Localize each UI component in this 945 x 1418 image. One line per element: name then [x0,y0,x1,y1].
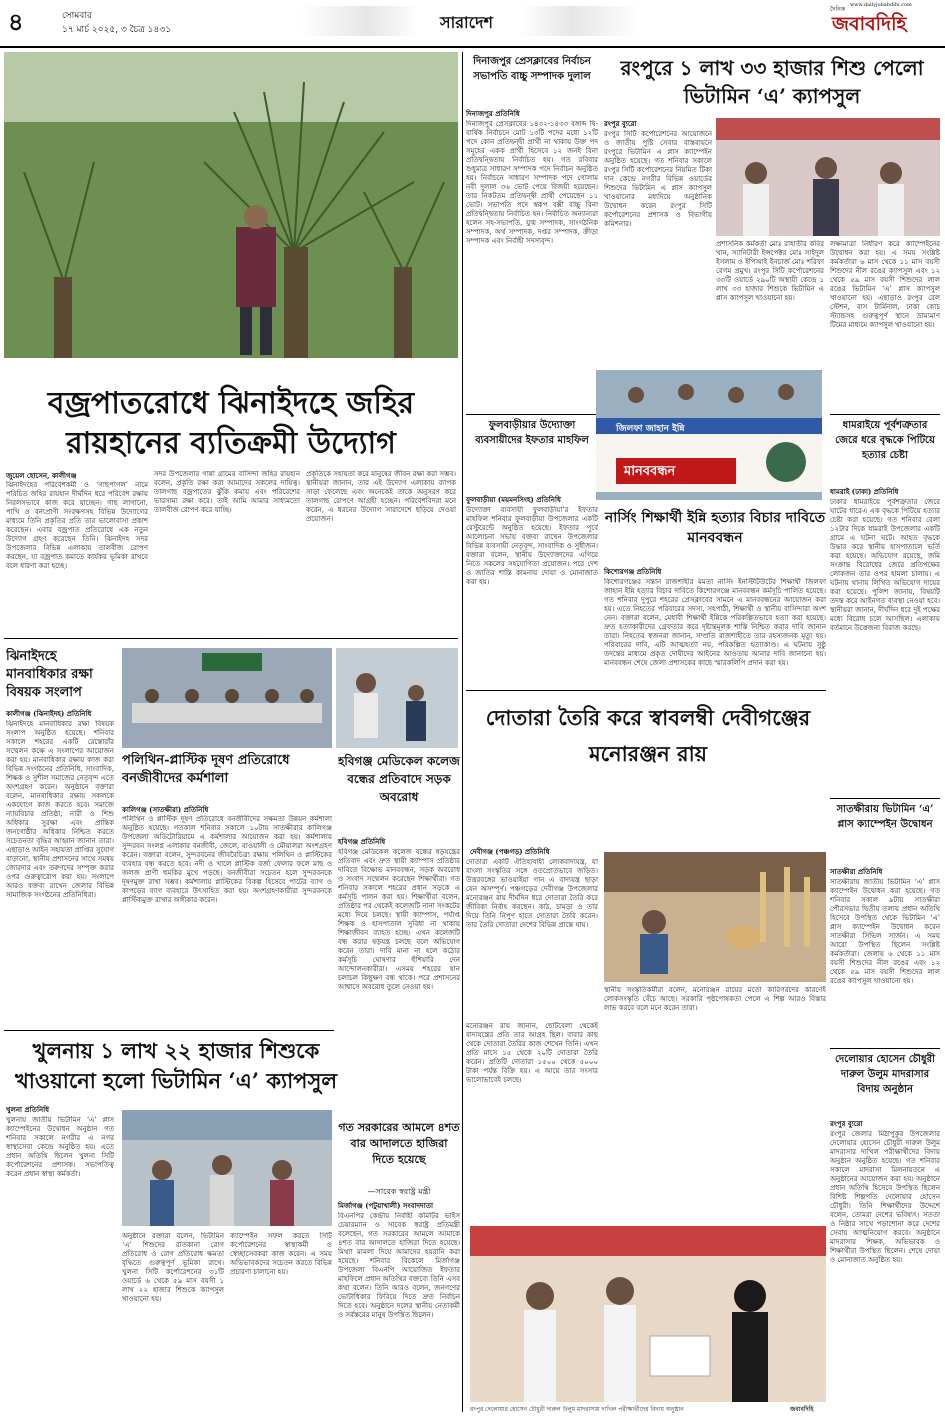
minister-subhead: —সাবেক স্বরাষ্ট্র মন্ত্রী [367,1187,431,1196]
nursing-photo [596,370,822,500]
dotara-body-1: দোতারা একটি ঐতিহ্যবাহী লোকবাদ্যযন্ত্র, যা বাংলা সংস্কৃতির সঙ্গে ওতপ্রোতভাবে জড়িত। উত্তরবঙ্গের ভাওয়াইয়া গান এ বাদ্যযন্ত্র ছাড়া যেন অসম্পূর্ণ। পঞ্চগড়ের দেবীগঞ্জ উপজেলার মনোরঞ্জন রায় দীর্ঘদিন ধরে দোতারা তৈরি করে জীবিকা নির্বাহ করছেন। কাঠ, চামড়া ও তার দিয়ে তিনি নিপুণ হাতে দোতারা তৈরি করেন। তার তৈরি দোতারা দেশের বিভিন্ন প্রান্তে যায়। [466,858,598,929]
header-date: ১৭ মার্চ ২০২৫, ৩ চৈত্র ১৪৩১ [62,25,172,35]
satkhira-byline: সাতক্ষীরা প্রতিনিধি [830,867,883,876]
header-rule [0,46,945,48]
divider-h-6 [830,798,940,799]
satkhira-headline: সাতক্ষীরায় ভিটামিন ‘এ’ প্লাস ক্যাম্পেইন উদ্বোধন [836,804,934,830]
divider-h-2 [4,1030,334,1031]
minister-byline: মির্জাগঞ্জ (পটুয়াখালী) সংবাদদাতা [338,1201,434,1210]
palm-illustration [4,52,458,358]
minister-body: বিএনপির কেন্দ্রীয় নির্বাহী কমিটির ভাইস চেয়ারম্যান ও সাবেক স্বরাষ্ট্র প্রতিমন্ত্রী বলেছেন, গত সরকারের আমলে আমাকে ৪শত বার আদালতে হাজিরা দিতে হয়েছে। মিথ্যা মামলা দিয়ে আমাদের হয়রানি করা হয়েছে। শনিবার বিকেলে মির্জাগঞ্জ উপজেলা বিএনপি আয়োজিত ইফতার মাহফিলে প্রধান অতিথির বক্তব্যে তিনি এসব কথা বলেন। তিনি আরও বলেন, জনগণের ভোটাধিকার ফিরিয়ে দিতে দ্রুত নির্বাচন দিতে হবে। অনুষ্ঠানে দলের স্থানীয় নেতাকর্মী ও সর্বস্তরের মানুষ উপস্থিত ছিলেন। [338,1212,460,1319]
rights-headline: ঝিনাইদহে মানবাধিকার রক্ষা বিষয়ক সংলাপ [6,649,93,700]
rangpur-body-3: প্রশাসনিক কর্মকর্তা মোঃ রাহাতীর কবির খান, স্যানিটারী ইন্সপেক্টর মোঃ সাইদুল ইসলাম ও ইপিআই ইনচার্জ মোঃ শরিফা বেগম প্রমুখ। রংপুর সিটি কর্পোরেশনের ৩৩টি ওয়ার্ডে ২৯০টি অস্থায়ী কেন্দ্রে ১ লাখ ৩৩ হাজার শিশুকে ভিটামিন এ প্লাস ক্যাপসুল খাওয়ানো হয়। [716,240,824,302]
rangpur-byline: রংপুর ব্যুরো [604,119,637,128]
dotara-photo [604,852,826,982]
rangpur-body-1: রংপুর সিটি কর্পোরেশনের আয়োজনে ও জাতীয় পুষ্টি সেবার বাস্তবায়নে রংপুরে ভিটামিন এ প্লাস ক্যাম্পেইন অনুষ্ঠিত হয়েছে। গত শনিবার সকালে রংপুর সিটি কর্পোরেশনের নিয়মিত টিকা দান কেন্দ্রে নগরীর বিভিন্ন ওয়ার্ডের শিশুদের ভিটামিন এ প্লাস ক্যাপসুল খাওয়ানোর মধ্যদিয়ে অনুষ্ঠানিক উদ্বোধন করেন রংপুর সিটি কর্পোরেশনের প্রশাসক ও বিভাগীয় কমিশনার। [604,130,712,228]
rangpur-photo [716,118,940,236]
rangpur-body-4: লক্ষ্যমাত্রা নির্ধারণ করে ক্যাম্পেইনের উদ্বোধন করা হয়। এ সময় সংশ্লিষ্ট কর্মকর্তারা ৬ মাস থেকে ১১ মাস বয়সী শিশুদের নীল রঙের ক্যাপসুল এবং ১২ থেকে ৫৯ মাস বয়সী শিশুদের লাল রঙের ভিটামিন ‘এ’ প্লাস ক্যাপসুল খাওয়ানো হয়। এছাড়াও রংপুর রেল স্টেশন, বাস টার্মিনাল, ঢাকা কোচ স্ট্যান্ডসহ গুরুত্বপূর্ণ স্থানে ভ্রাম্যমাণ টিমের মাধ্যমে ক্যাপসুল খাওয়ানো হয়। [830,240,940,329]
habiganj-headline: হবিগঞ্জ মেডিকেল কলেজ বন্ধের প্রতিবাদে সড়ক অবরোধ [338,754,460,804]
speaker-photo [336,648,458,748]
madrasa-byline: রংপুর ব্যুরো [830,1119,863,1128]
page-number: ৪ [8,8,24,36]
dhamrai-headline: ধামরাইয়ে পূর্বশত্রুতার জেরে ধরে বৃদ্ধকে পিটিয়ে হত্যার চেষ্টা [835,420,935,461]
nursing-body: কিশোরগঞ্জের সন্তান রাজশাহীর মমতা নার্সিং ইনস্টিটিউটের শিক্ষার্থী জিলফা জাহান ইন্নি হত্যার বিচার দাবিতে কিশোরগঞ্জে মানববন্ধন কর্মসূচি পালিত হয়েছে। গত শনিবার দুপুরে শহরের প্রেসক্লাবের সামনে এ মানববন্ধনের আয়োজন করা হয়। এতে নিহতের পরিবারের সদস্য, সহপাঠী, শিক্ষার্থী ও স্থানীয় বাসিন্দারা অংশ নেন। বক্তারা বলেন, মেধাবী শিক্ষার্থী ইন্নিকে পরিকল্পিতভাবে হত্যা করা হয়েছে। দ্রুত হত্যাকারীদের গ্রেফতার করে দৃষ্টান্তমূলক শাস্তি নিশ্চিত করার দাবি জানান তারা। নিহতের স্বজনরা জানান, সম্প্রতি রাজশাহীতে তার রহস্যজনক মৃত্যু হয়। পরিবারের দাবি, এটি আত্মহত্যা নয়, পরিকল্পিত হত্যাকাণ্ড। এ ঘটনায় সুষ্ঠু তদন্তের মাধ্যমে প্রকৃত দোষীদের আইনের আওতায় আনার দাবি জানানো হয়। মানববন্ধন শেষে জেলা প্রশাসকের কাছে স্মারকলিপি প্রদান করা হয়। [604,578,826,667]
page-header [0,0,945,46]
header-website: www.dailyjobabdihi.com [850,2,912,8]
fulbaria-byline: ফুলবাড়ীয়া (ময়মনসিংহ) প্রতিনিধি [466,495,561,504]
workshop-photo [122,648,332,748]
dotara-body-3: স্থানীয় সংস্কৃতিকর্মীরা বলেন, মনোরঞ্জন রায়ের মতো কারিগরদের কারণেই লোকসংস্কৃতি বেঁচে আছে। সরকারি পৃষ্ঠপোষকতা পেলে এ শিল্প আরও বিস্তার লাভ করবে বলে মনে করেন তারা। [604,986,826,1012]
satkhira-body: সাতক্ষীরায় জাতীয় ভিটামিন ‘এ’ প্লাস ক্যাম্পেইন উদ্বোধন করা হয়েছে। গত শনিবার সকাল ৯টায় সাতক্ষীরা পৌরসভার দ্বিতীয় তলায় প্রধান অতিথি হিসেবে উপস্থিত থেকে ভিটামিন ‘এ’ প্লাস ক্যাম্পেইন উদ্বোধন করেন সাতক্ষীরা সিভিল সার্জন। এ সময় আরো উপস্থিত ছিলেন সংশ্লিষ্ট কর্মকর্তারা। জেলায় ৬ থেকে ১১ মাস বয়সী শিশুদের নীল রঙের এবং ১২ থেকে ৫৯ মাস বয়সী শিশুদের লাল রঙের ক্যাপসুল খাওয়ানো হয়। [830,878,940,985]
divider-h-5 [466,690,826,691]
dotara-body-2: মনোরঞ্জন রায় জানান, ছোটবেলা থেকেই বাদ্যযন্ত্রের প্রতি তার আগ্রহ ছিল। বাবার কাছ থেকে দোতারা তৈরির কাজ শেখেন তিনি। এখন প্রতি মাসে ১৫ থেকে ২০টি দোতারা তৈরি করেন। প্রতিটি দোতারা ১৫০০ থেকে ৫০০০ টাকা পর্যন্ত বিক্রি হয়। এ আয়ে তার সংসার ভালোভাবেই চলছে। [466,1022,598,1084]
polythene-byline: কালিগঞ্জ (সাতক্ষীরা) প্রতিনিধি [122,805,209,814]
madrasa-headline: দেলোয়ার হোসেন চৌধুরী দারুল উলুম মাদরাসার বিদায় অনুষ্ঠান [834,1054,936,1095]
polythene-body: পলিথিন ও প্লাস্টিক দূষণ প্রতিরোধে বনজীবীদের সক্ষমতা উন্নয়ন কর্মশালা অনুষ্ঠিত হয়েছে। গতকাল শনিবার সকালে ১০টায় সাতক্ষীরার কালিগঞ্জ উপজেলা অডিটোরিয়ামে এ কর্মশালার আয়োজন করা হয়। কর্মশালায় সুন্দরবন সংলগ্ন এলাকার বনজীবী, জেলে, বাওয়ালী ও মৌয়ালরা অংশগ্রহণ করেন। বক্তারা বলেন, সুন্দরবনের জীববৈচিত্র্য রক্ষায় পলিথিন ও প্লাস্টিকের ব্যবহার বন্ধ করতে হবে। নদী ও খালে প্লাস্টিক বর্জ্য ফেলার ফলে মাছ ও জলজ প্রাণী হুমকির মুখে পড়ছে। বনজীবীরা সচেতন হলে সুন্দরবনকে দূষণমুক্ত রাখা সম্ভব। কর্মশালায় প্লাস্টিকের বিকল্প হিসেবে পাটের ব্যাগ ও কাপড়ের ব্যাগ ব্যবহারে উৎসাহিত করা হয়। অংশগ্রহণকারীরা সুন্দরবনকে প্লাস্টিকমুক্ত রাখার অঙ্গীকার করেন। [122,815,332,904]
madrasa-photo [470,1226,826,1402]
header-day: সোমবার [62,11,92,21]
rights-byline: কালীগঞ্জ (ঝিনাইদহ) প্রতিনিধি [6,709,92,718]
banner-title: মানববন্ধন [624,464,676,479]
minister-headline: গত সরকারের আমলে ৪শত বার আদালতে হাজিরা দিতে হয়েছে [338,1121,460,1166]
dotara-byline: দেবীগঞ্জ (পঞ্চগড়) প্রতিনিধি [470,847,550,856]
dinajpur-body: দিনাজপুর প্রেসক্লাবের ১৪৩২-১৪৩৩ বঙ্গাব্দ দ্বি-বার্ষিক নির্বাচনে মোট ১৩টি পদের মধ্যে ১২টি পদে কোন প্রতিদ্বন্দ্বী প্রার্থী না থাকায় উক্ত পদ সমূহের একক প্রার্থী হিসেবে ১২ জনই বিনা প্রতিদ্বন্দ্বিতায় নির্বাচিত হয়। গত রবিবার শুধুমাত্র সাধারণ সম্পাদক পদে নির্বাচন অনুষ্ঠিত হয়। নির্বাচনে সাধারণ সম্পাদক পদে গোলাম নবী দুলাল ৩৬ ভোট পেয়ে বিজয়ী হয়েছেন। তার নিকটতম প্রতিদ্বন্দ্বী প্রার্থী পেয়েছেন ১১ ভোট। সভাপতি পদে স্বরূপ বক্সী বাচ্চু বিনা প্রতিদ্বন্দ্বিতায় নির্বাচিত হন। নির্বাচিত অন্যান্যরা হলেন সহ-সভাপতি, যুগ্ম সম্পাদক, সাংগঠনিক সম্পাদক, অর্থ সম্পাদক, দপ্তর সম্পাদক, ক্রীড়া সম্পাদক এবং নির্বাহী সদস্যবৃন্দ। [466,120,598,245]
palm-body-1: ঝিনাইদহের পরিবেশকর্মী ও ‘গাছপাগল’ নামে পরিচিত জহির রায়হান দীর্ঘদিন ধরে পরিবেশ রক্ষায় নিরলসভাবে কাজ করে যাচ্ছেন। গাছ লাগানো, পাখি ও বন্যপ্রাণী সংরক্ষণসহ বিভিন্ন উদ্যোগের মাধ্যমে তিনি প্রকৃতির প্রতি তার ভালোবাসা প্রকাশ করেছেন। এবার বজ্রপাত প্রতিরোধে এক নতুন উদ্যোগ গ্রহণ করেছেন তিনি। ঝিনাইদহ সদর উপজেলার বিভিন্ন এলাকায় তালবীজ রোপণ করছেন, যা বজ্রপাত কমাতে কার্যকর ভূমিকা রাখবে বলে ধারণা করা হচ্ছে। [6,481,148,570]
banner-name: জিলফা জাহান ইন্নি [616,424,685,434]
dhamrai-byline: ধামরাই (ঢাকা) প্রতিনিধি [830,487,899,496]
palm-body-4: প্রকৃতিকে সহায়তা করে মানুষের জীবন রক্ষা করা সম্ভব। স্থানীয়রা জানান, তার এই উদ্যোগ এলাকায় ব্যাপক সাড়া ফেলেছে এবং অনেকেই তাকে অনুসরণ করে তালগাছ রোপণে আগ্রহী হচ্ছেন। পরিবেশবিদরা মনে করেন, এ ধরনের উদ্যোগ সারাদেশে ছড়িয়ে দেওয়া প্রয়োজন। [306,470,456,523]
dinajpur-headline: দিনাজপুর প্রেসক্লাবের নির্বাচন সভাপতি বাচ্চু সম্পাদক দুলাল [473,56,591,82]
dhamrai-body: ঢাকার ধামরাইয়ে পূর্বশত্রুতার জেরে ঘাটের ধারেএ এক বৃদ্ধকে পিটিয়ে হত্যার চেষ্টা করা হয়েছে। গত শনিবার বেলা ১২টার দিকে ধামরাই উপজেলার একটি গ্রামে এ ঘটনা ঘটে। আহত বৃদ্ধকে উদ্ধার করে স্থানীয় হাসপাতালে ভর্তি করা হয়েছে। অভিযোগ রয়েছে, জমি সংক্রান্ত বিরোধের জেরে প্রতিপক্ষের লোকজন তার ওপর হামলা চালায়। এ ঘটনায় থানায় লিখিত অভিযোগ দায়ের করা হয়েছে। পুলিশ জানায়, বিষয়টি তদন্ত করে আইনগত ব্যবস্থা নেওয়া হবে। স্থানীয়রা জানান, দীর্ঘদিন ধরে দুই পক্ষের মধ্যে বিরোধ চলে আসছিল। এলাকায় বর্তমানে উত্তেজনা বিরাজ করছে। [830,498,940,632]
khulna-byline: খুলনা প্রতিনিধি [6,1105,50,1114]
madrasa-body: রংপুর জেলার মিঠাপুকুর উপজেলার দেলোয়ার হোসেন চৌধুরী দারুল উলুম মাদরাসার দাখিল পরীক্ষার্থীদের বিদায় অনুষ্ঠান অনুষ্ঠিত হয়েছে। গত শনিবার সকালে মাদরাসা মিলনায়তনে এ অনুষ্ঠানের আয়োজন করা হয়। অনুষ্ঠানে প্রধান অতিথি হিসেবে উপস্থিত ছিলেন বিশিষ্ট শিল্পপতি দেলোয়ার হোসেন চৌধুরী। তিনি শিক্ষার্থীদের উদ্দেশে বলেন, তোমরা দেশের ভবিষ্যৎ। সততা ও নিষ্ঠার সাথে পড়াশোনা করে দেশের সেবায় আত্মনিয়োগ করবে। অনুষ্ঠানে মাদরাসার শিক্ষক, অভিভাবক ও শিক্ষার্থীরা উপস্থিত ছিলেন। শেষে দোয়া ও মোনাজাত অনুষ্ঠিত হয়। [830,1130,940,1264]
khulna-headline: খুলনায় ১ লাখ ২২ হাজার শিশুকে খাওয়ানো হলো ভিটামিন ‘এ’ ক্যাপসুল [15,1038,337,1093]
nursing-headline: নার্সিং শিক্ষার্থী ইন্নি হত্যার বিচার দাবিতে মানববন্ধন [604,510,826,546]
khulna-body-3: ক্যাম্পেইন সফল করতে সিটি কর্পোরেশনের স্বাস্থ্যকর্মী ও স্বেচ্ছাসেবকরা কাজ করেন। এ সময় অভিভাবকদের সচেতন করতে বিভিন্ন প্রচারণা চালানো হয়। [230,1232,332,1276]
palm-body-3: সদর উপজেলার গান্না গ্রামের বাসিন্দা জহির রায়হান বলেন, প্রকৃতি রক্ষা করা আমাদের সকলের দায়িত্ব। তালগাছ বজ্রপাতের ঝুঁকি কমায় এবং পরিবেশের ভারসাম্য রক্ষা করে। তাই আমি আমার সাধ্যমতো তালবীজ রোপণ করে যাচ্ছি। [154,470,300,514]
habiganj-byline: হবিগঞ্জ প্রতিনিধি [338,837,386,846]
palm-byline: জুয়েল হোসেন, কালীগঞ্জ [6,471,77,480]
fulbaria-body: উদ্যোক্তা ব্যবসায়ী ফুলবাড়ীয়া’র ইফতার মাহফিল শনিবার ফুলবাড়ীয়া উপজেলার একটি রেস্টুরেন্টে অনুষ্ঠিত হয়েছে। ইফতার পূর্বে আলোচনা সভায় বক্তব্য রাখেন উপজেলার বিভিন্ন ব্যবসায়ী নেতৃবৃন্দ, সাংবাদিক ও সুধীজন। বক্তারা বলেন, স্থানীয় উদ্যোক্তাদের এগিয়ে নিতে সকলের সহযোগিতা প্রয়োজন। পরে দেশ ও জাতির শান্তি কামনায় দোয়া ও মোনাজাত করা হয়। [466,506,598,586]
divider-h-1 [4,638,458,639]
caption-tag: জবাবদিহি [790,1406,814,1413]
polythene-headline: পলিথিন-প্লাস্টিক দূষণ প্রতিরোধে বনজীবীদের কর্মশালা [122,753,290,786]
khulna-body-1: খুলনায় জাতীয় ভিটামিন ‘এ’ প্লাস ক্যাম্পেইনের উদ্বোধন অনুষ্ঠান গত শনিবার সকালে নগরীর এ নগর স্বাস্থ্যসেবা কেন্দ্রে অনুষ্ঠিত হয়। এতে প্রধান অতিথি ছিলেন খুলনা সিটি কর্পোরেশনের প্রশাসক। সভাপতিত্ব করেন প্রধান স্বাস্থ্য কর্মকর্তা। [6,1116,114,1178]
dotara-headline: দোতারা তৈরি করে স্বাবলম্বী দেবীগঞ্জের মনোরঞ্জন রায় [485,705,811,766]
section-banner [300,6,640,36]
khulna-body-2: অনুষ্ঠানে বক্তারা বলেন, ভিটামিন ‘এ’ শিশুদের রাতকানা রোগ প্রতিরোধ ও রোগ প্রতিরোধ ক্ষমতা বৃদ্ধিতে গুরুত্বপূর্ণ ভূমিকা রাখে। খুলনা সিটি কর্পোরেশনের ৩১টি ওয়ার্ডে ৬ থেকে ৫৯ মাস বয়সী ১ লাখ ২২ হাজার শিশুকে ক্যাপসুল খাওয়ানো হয়। [122,1232,224,1303]
fulbaria-headline: ফুলবাড়ীয়ার উদ্যোক্তা ব্যবসায়ীদের ইফতার মাহফিল [475,420,589,446]
rights-body: ঝিনাইদহে মানবাধিকার রক্ষা বিষয়ক সংলাপ অনুষ্ঠিত হয়েছে। শনিবার সকালে শহরের একটি রেস্তোরাঁর সম্মেলন কক্ষে এ সংলাপের আয়োজন করা হয়। মানবাধিকার রক্ষায় কাজ করা বিভিন্ন সংগঠনের প্রতিনিধি, সাংবাদিক, শিক্ষক ও সুশীল সমাজের নেতৃবৃন্দ এতে অংশগ্রহণ করেন। অনুষ্ঠানে বক্তারা বলেন, মানবাধিকার রক্ষায় সকলকে একযোগে কাজ করতে হবে। সমাজে ন্যায়বিচার প্রতিষ্ঠা, নারী ও শিশু অধিকার সুরক্ষা এবং প্রান্তিক জনগোষ্ঠীর অধিকার নিশ্চিত করতে সচেতনতা বৃদ্ধির আহ্বান জানান তারা। এছাড়াও আইন সহায়তা প্রাপ্তির সুযোগ বাড়ানো, স্থানীয় প্রশাসনের সাথে সমন্বয় জোরদার এবং তরুণদের সম্পৃক্ত করার ওপর গুরুত্বারোপ করা হয়। সংলাপে আরও বক্তব্য রাখেন জেলার বিভিন্ন সামাজিক সংগঠনের প্রতিনিধিরা। [6,720,114,899]
divider-h-3 [466,414,606,415]
header-daily: দৈনিক [830,6,846,13]
madrasa-caption: রংপুর দেলোয়ার হোসেন চৌধুরী দারুল উলুম মাদরাসায় দাখিল পরীক্ষার্থীদের বিদায় অনুষ্ঠান [470,1406,684,1413]
palm-tree-photo [4,52,458,358]
dinajpur-byline: দিনাজপুর প্রতিনিধি [466,109,520,118]
divider-h-4 [830,414,940,415]
paper-logo: জবাবদিহি [832,13,907,35]
palm-headline: বজ্রপাতরোধে ঝিনাইদহে জহির রায়হানের ব্যতিক্রমী উদ্যোগ [47,386,415,461]
nursing-byline: কিশোরগঞ্জ প্রতিনিধি [604,567,662,576]
rangpur-headline: রংপুরে ১ লাখ ৩৩ হাজার শিশু পেলো ভিটামিন ‘এ’ ক্যাপসুল [620,56,924,108]
habiganj-body: হবিগঞ্জ মেডিকেল কলেজ বন্ধের ষড়যন্ত্রের প্রতিবাদ এবং দ্রুত স্থায়ী ক্যাম্পাস প্রতিষ্ঠার দাবিতে বিক্ষোভ মানববন্ধন, সড়ক অবরোধ ও সংবাদ সম্মেলন করেছেন শিক্ষার্থীরা। গত শনিবার সকালে শহরের প্রধান সড়কে এ কর্মসূচি পালন করা হয়। শিক্ষার্থীরা বলেন, প্রতিষ্ঠার পর থেকেই কলেজটি নানা সংকটের মধ্যে দিয়ে চলছে। স্থায়ী ক্যাম্পাস, পর্যাপ্ত শিক্ষক ও হাসপাতাল সুবিধা না থাকায় শিক্ষাজীবন ব্যাহত হচ্ছে। এখন কলেজটি বন্ধ করার ষড়যন্ত্র চলছে বলে অভিযোগ করেন তারা। দাবি মানা না হলে কঠোর কর্মসূচি ঘোষণার হুঁশিয়ারি দেন আন্দোলনকারীরা। এসময় শহরের যান চলাচল কিছুক্ষণ বন্ধ থাকে। পরে প্রশাসনের আশ্বাসে অবরোধ তুলে নেওয়া হয়। [338,848,460,991]
khulna-photo [122,1110,332,1226]
divider-h-7 [830,1048,940,1049]
divider-v-1 [462,52,463,1412]
section-title: সারাদেশ [440,13,493,32]
